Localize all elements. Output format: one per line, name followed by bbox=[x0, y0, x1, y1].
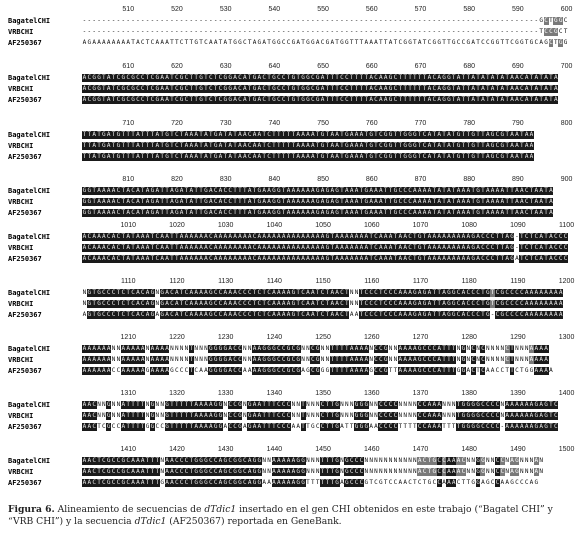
sequence-residues: TTATGATGTTTATTTATGTCTAAATATGATATAACAATCTTTTTAAAATGTAATGAAATGTCGGTTGGGTCATATATGTTGTTAGCGTAATAA bbox=[82, 131, 534, 138]
position-tick: 1410 bbox=[120, 446, 137, 453]
position-tick: 830 bbox=[219, 176, 232, 183]
alignment-block bbox=[0, 390, 579, 434]
position-tick: 1160 bbox=[364, 278, 380, 285]
position-tick: 1470 bbox=[412, 446, 429, 453]
position-tick: 760 bbox=[365, 120, 378, 127]
sequence-row bbox=[0, 255, 579, 263]
alignment-block bbox=[0, 334, 579, 378]
caption-italic-1: dTdic1 bbox=[204, 504, 237, 515]
position-tick: 510 bbox=[122, 6, 135, 13]
sequence-residues: ACGGTATCGCGCCTCGAATCGCTTGTCTCGGACATGACTGCCTGTGGCGATTTCCTTTTACAAGCTTTTTTACAGGTATTATATATATAACATATATA bbox=[82, 74, 558, 81]
sequence-residues: ----------------------------------------------------------------------------------------------GCTGGC bbox=[82, 17, 568, 24]
sequence-residues: ----------------------------------------------------------------------------------------------TCCGCT bbox=[82, 28, 568, 35]
sequence-residues: AACNNGNNATTTTNGNNGTTTTTAAAAGGNCCGNGAATTTCCCNNTNNNCTTGNNNGGGNNCCCCNNNNCCAAANNNTGGGGCCCCNAAAAAAGAGTC bbox=[82, 401, 558, 408]
position-tick: 1430 bbox=[217, 446, 234, 453]
sequence-name: AF250367 bbox=[8, 479, 42, 487]
position-tick: 660 bbox=[365, 63, 378, 70]
position-tick: 560 bbox=[365, 6, 378, 13]
position-tick: 700 bbox=[560, 63, 573, 70]
position-tick: 810 bbox=[122, 176, 135, 183]
sequence-residues: TTATGATGTTTATTTATGTCTAAATATGATATAACAATCTTTTTAAAATGTAATGAAATGTCGGTTGGGTCATATATGTTGTTAGCGTAATAA bbox=[82, 153, 534, 160]
position-tick: 1140 bbox=[266, 278, 282, 285]
position-tick: 1270 bbox=[412, 334, 429, 341]
sequence-name: BagatelCHI bbox=[8, 233, 51, 241]
position-ruler bbox=[0, 390, 579, 399]
position-tick: 1340 bbox=[266, 390, 283, 397]
sequence-row bbox=[0, 468, 579, 476]
caption-text-1: Alineamiento de secuencias de bbox=[54, 504, 205, 515]
position-tick: 1040 bbox=[266, 222, 283, 229]
sequence-name: VRBCHI bbox=[8, 356, 34, 364]
sequence-name: VRBCHI bbox=[8, 468, 34, 476]
position-tick: 1080 bbox=[461, 222, 477, 229]
sequence-row bbox=[0, 85, 579, 93]
sequence-residues: AACTCGCCGCAAATTTGAACCCTGGGCCAGCGGCAGGAAAAAAAGGTTTTTTGAGCCCGTCGTCCAACTCTGCCAAACTTGGAGCCAAGCCCAG bbox=[82, 479, 539, 486]
position-tick: 890 bbox=[512, 176, 524, 183]
sequence-row bbox=[0, 39, 579, 47]
sequence-row bbox=[0, 198, 579, 206]
sequence-row bbox=[0, 74, 579, 82]
sequence-residues: AACNNGNNATTTTNGNNGTTTTTAAAAGGNCCGNGAATTTCCCNNTNNNCTTGNNNGGGNNCCCCNNNNCCAAANNNTGGGGCCCCNAAAAAAGAGTC bbox=[82, 412, 558, 419]
sequence-name: BagatelCHI bbox=[8, 131, 51, 139]
position-tick: 850 bbox=[317, 176, 329, 183]
sequence-row bbox=[0, 209, 579, 217]
position-tick: 800 bbox=[560, 120, 573, 127]
sequence-residues: ACAAACACTATAAATCAATTAAAAAACAAAAAAAACAAAAAAAAAAAAAAGTAAAAAAATCAAATAACTGTAAAAAAAAAGACCCTTAG-TCTCATACCC bbox=[82, 233, 568, 240]
position-tick: 1400 bbox=[558, 390, 575, 397]
sequence-name: VRBCHI bbox=[8, 412, 34, 420]
sequence-name: VRBCHI bbox=[8, 244, 34, 252]
sequence-name: VRBCHI bbox=[8, 142, 34, 150]
position-tick: 730 bbox=[219, 120, 232, 127]
position-tick: 540 bbox=[268, 6, 281, 13]
sequence-name: BagatelCHI bbox=[8, 345, 51, 353]
sequence-residues: AAAAAANNAAAAANAAAANNNNTNNNGGGGACCNNAAGGGCCGCGNNCGNNTTTTAAAANCCGNNAAAAGCCCATTTNGNCNCNNNNCTNNNAAAA bbox=[82, 345, 548, 352]
position-tick: 1390 bbox=[510, 390, 526, 397]
alignment-block bbox=[0, 63, 579, 107]
sequence-residues: TTATGATGTTTATTTATGTCTAAATATGATATAACAATCTTTTTAAAATGTAATGAAATGTCGGTTGGGTCATATATGTTGTTAGCGTAATAA bbox=[82, 142, 534, 149]
position-tick: 1190 bbox=[510, 278, 526, 285]
position-tick: 1240 bbox=[266, 334, 283, 341]
sequence-residues: ACAAACACTATAAATCAATTAAAAAACAAAAAAAACAAAAAAAAAAAAAAGTAAAAAAATCAAATAACTGTAAAAAAAAAGACCCTTAG-TCTCATACCC bbox=[82, 244, 568, 251]
figure-caption bbox=[8, 504, 573, 528]
position-ruler bbox=[0, 176, 579, 185]
sequence-name: AF250367 bbox=[8, 39, 42, 47]
sequence-name: VRBCHI bbox=[8, 198, 34, 206]
sequence-name: VRBCHI bbox=[8, 300, 34, 308]
position-tick: 690 bbox=[512, 63, 524, 70]
sequence-residues: AACTCGCCATTTTGGCCGTTTTTAAAAGGACCGAGAATTTCCCAATTGCCTTGATTGGGAACCCCTTTTCCAAATTTTGGGGCCCC-AAAAAAGAGTC bbox=[82, 423, 558, 430]
sequence-name: AF250367 bbox=[8, 255, 42, 263]
position-tick: 1300 bbox=[558, 334, 575, 341]
sequence-residues: NGTGCCCTCTCACAGNGACATCAAAAGCCAAACCCTCTCAAAAGTCAATCTAACTNNTCCCTCCCAAAGAGATTAGGCACCCTGTCGCCCCAAAAAAAA bbox=[82, 289, 563, 296]
sequence-row bbox=[0, 142, 579, 150]
sequence-row bbox=[0, 17, 579, 25]
position-tick: 1320 bbox=[169, 390, 185, 397]
position-tick: 520 bbox=[171, 6, 183, 13]
sequence-row bbox=[0, 356, 579, 364]
position-tick: 1170 bbox=[412, 278, 428, 285]
position-tick: 840 bbox=[268, 176, 281, 183]
position-tick: 1100 bbox=[559, 222, 575, 229]
position-tick: 650 bbox=[317, 63, 329, 70]
position-tick: 1120 bbox=[169, 278, 185, 285]
sequence-row bbox=[0, 401, 579, 409]
position-tick: 1230 bbox=[217, 334, 234, 341]
sequence-row bbox=[0, 479, 579, 487]
sequence-name: VRBCHI bbox=[8, 85, 34, 93]
position-tick: 1110 bbox=[120, 278, 136, 285]
position-tick: 1010 bbox=[120, 222, 137, 229]
position-tick: 870 bbox=[414, 176, 427, 183]
sequence-row bbox=[0, 289, 579, 297]
sequence-name: AF250367 bbox=[8, 311, 42, 319]
figure-label: Figura 6. bbox=[8, 504, 55, 515]
position-ruler bbox=[0, 120, 579, 129]
position-tick: 1450 bbox=[315, 446, 331, 453]
position-ruler bbox=[0, 446, 579, 455]
sequence-residues: ACGGTATCGCGCCTCGAATCGCTTGTCTCGGACATGACTGCCTGTGGCGATTTCCTTTTACAAGCTTTTTTACAGGTATTATATATATAACATATATA bbox=[82, 85, 558, 92]
sequence-residues: GGTAAAACTACATAGATTAGATATTGACACCTTTATGAAGGTAAAAAAGAGAGTAAATGAAATTGCCCAAAATATATAAATGTAAAATTAACTAATA bbox=[82, 198, 553, 205]
position-tick: 1480 bbox=[461, 446, 477, 453]
sequence-residues: AAAAAANNAAAAANAAAANNNNTNNNGGGGACCNNAAGGGCCGCGNNCGNNTTTTAAAANCCGNNAAAAGCCCATTTNGNCNCNNNNCTNNNAAAA bbox=[82, 356, 548, 363]
position-ruler bbox=[0, 278, 579, 287]
position-tick: 710 bbox=[122, 120, 135, 127]
sequence-name: AF250367 bbox=[8, 423, 42, 431]
position-tick: 1290 bbox=[510, 334, 526, 341]
position-tick: 1030 bbox=[217, 222, 234, 229]
position-tick: 1280 bbox=[461, 334, 477, 341]
sequence-row bbox=[0, 311, 579, 319]
sequence-name: BagatelCHI bbox=[8, 289, 51, 297]
sequence-name: AF250367 bbox=[8, 153, 42, 161]
sequence-row bbox=[0, 96, 579, 104]
position-tick: 1050 bbox=[315, 222, 331, 229]
sequence-name: VRBCHI bbox=[8, 28, 34, 36]
position-tick: 590 bbox=[512, 6, 524, 13]
position-tick: 1060 bbox=[363, 222, 380, 229]
position-tick: 530 bbox=[219, 6, 232, 13]
sequence-row bbox=[0, 153, 579, 161]
caption-italic-2: dTdic1 bbox=[134, 516, 167, 527]
position-tick: 1220 bbox=[169, 334, 185, 341]
position-tick: 640 bbox=[268, 63, 281, 70]
position-tick: 600 bbox=[560, 6, 573, 13]
position-tick: 770 bbox=[414, 120, 427, 127]
sequence-residues: AAAAAACCAAAAAGAAAAGCCCTCAAGGGGACCAAAAGGGCCGCGAGCGGGTTTTAAAAGCCGTTAAAAGCCCATTTGGACTCAACCTTCTGGAAAA bbox=[82, 367, 553, 374]
sequence-name: AF250367 bbox=[8, 209, 42, 217]
position-tick: 1330 bbox=[217, 390, 234, 397]
position-tick: 610 bbox=[122, 63, 135, 70]
position-tick: 580 bbox=[463, 6, 475, 13]
sequence-name: AF250367 bbox=[8, 367, 42, 375]
sequence-residues: GGTAAAACTACATAGATTAGATATTGACACCTTTATGAAGGTAAAAAAGAGAGTAAATGAAATTGCCCAAAATATATAAATGTAAAATTAACTAATA bbox=[82, 209, 553, 216]
position-tick: 1460 bbox=[363, 446, 380, 453]
sequence-residues: AGAAAAAAAATACTCAAATTCTTGTCAATATGGCTAGATGGCCGATGGACGATGGTTTAAATTATCGGTATCGGTTGCCGATCCGGTTCGGTGCAGCTGG bbox=[82, 39, 568, 46]
position-tick: 1020 bbox=[169, 222, 185, 229]
position-tick: 1420 bbox=[169, 446, 185, 453]
position-tick: 1490 bbox=[510, 446, 526, 453]
alignment-block bbox=[0, 278, 579, 322]
sequence-residues: ACGGTATCGCGCCTCGAATCGCTTGTCTCGGACATGACTGCCTGTGGCGATTTCCTTTTACAAGCTTTTTTACAGGTATTATATATATAACATATATA bbox=[82, 96, 558, 103]
sequence-row bbox=[0, 28, 579, 36]
sequence-name: BagatelCHI bbox=[8, 457, 51, 465]
sequence-row bbox=[0, 412, 579, 420]
sequence-row bbox=[0, 131, 579, 139]
position-tick: 1200 bbox=[558, 278, 575, 285]
sequence-residues: GGTAAAACTACATAGATTAGATATTGACACCTTTATGAAGGTAAAAAAGAGAGTAAATGAAATTGCCCAAAATATATAAATGTAAAATTAACTAATA bbox=[82, 187, 553, 194]
sequence-row bbox=[0, 457, 579, 465]
sequence-row bbox=[0, 367, 579, 375]
position-tick: 1150 bbox=[315, 278, 331, 285]
position-tick: 750 bbox=[317, 120, 329, 127]
position-tick: 740 bbox=[268, 120, 281, 127]
position-tick: 860 bbox=[365, 176, 378, 183]
sequence-residues: AACTCGCCGCAAATTTNAACCCTGGGCCAGCGGCAGGNNAAAAAGGNNNTTTGNGCCCNNNNNNNNNNNACTGCCAAACNNGGNNCCNAGNNNAN bbox=[82, 468, 544, 475]
sequence-row bbox=[0, 300, 579, 308]
position-tick: 720 bbox=[171, 120, 183, 127]
alignment-block bbox=[0, 176, 579, 220]
position-tick: 790 bbox=[512, 120, 524, 127]
sequence-row bbox=[0, 345, 579, 353]
position-ruler bbox=[0, 222, 579, 231]
sequence-name: BagatelCHI bbox=[8, 17, 51, 25]
position-tick: 1440 bbox=[266, 446, 283, 453]
sequence-residues: AGTGCCCTCTCACAGAGACATCAAAAGCCAAACCCTCTCAAAAGTCAATCTAACTAATCCCTCCCAAAGAGATTAGGCACCCTG-CGCCCCAAAAAAAA bbox=[82, 311, 563, 318]
position-tick: 1130 bbox=[218, 278, 234, 285]
position-tick: 1070 bbox=[412, 222, 429, 229]
alignment-block bbox=[0, 120, 579, 164]
caption-text-2: insertado en el gen CHI obtenidos en este trabajo (“Bagatel CHI” y “VRB CHI”) y la secuencia bbox=[8, 504, 553, 527]
caption-text-3: (AF250367) reportada en GeneBank. bbox=[166, 516, 342, 527]
sequence-row bbox=[0, 244, 579, 252]
position-tick: 880 bbox=[463, 176, 475, 183]
position-tick: 1260 bbox=[363, 334, 380, 341]
position-tick: 1090 bbox=[510, 222, 526, 229]
position-tick: 1350 bbox=[315, 390, 331, 397]
sequence-name: BagatelCHI bbox=[8, 74, 51, 82]
position-tick: 1500 bbox=[558, 446, 575, 453]
position-tick: 1370 bbox=[412, 390, 429, 397]
position-tick: 670 bbox=[414, 63, 427, 70]
sequence-residues: AACTCGCCGCAAATTTNAACCCTGGGCCAGCGGCAGGNNAAAAAGGNNNTTTGNGCCCNNNNNNNNNNNACTGCCAAACNNGGNNCCNAGNNNAN bbox=[82, 457, 544, 464]
sequence-row bbox=[0, 187, 579, 195]
position-tick: 630 bbox=[219, 63, 232, 70]
position-tick: 1360 bbox=[363, 390, 380, 397]
position-tick: 620 bbox=[171, 63, 183, 70]
sequence-row bbox=[0, 423, 579, 431]
position-tick: 780 bbox=[463, 120, 475, 127]
sequence-row bbox=[0, 233, 579, 241]
sequence-name: AF250367 bbox=[8, 96, 42, 104]
position-tick: 680 bbox=[463, 63, 475, 70]
position-ruler bbox=[0, 63, 579, 72]
alignment-block bbox=[0, 6, 579, 50]
position-tick: 1380 bbox=[461, 390, 477, 397]
sequence-residues: NGTGCCCTCTCACAGNGACATCAAAAGCCAAACCCTCTCAAAAGTCAATCTAACTNNTCCCTCCCAAAGAGATTAGGCACCCTGTCGCCCCAAAAAAAA bbox=[82, 300, 563, 307]
position-tick: 1180 bbox=[461, 278, 477, 285]
sequence-name: BagatelCHI bbox=[8, 401, 51, 409]
position-tick: 1250 bbox=[315, 334, 331, 341]
sequence-name: BagatelCHI bbox=[8, 187, 51, 195]
alignment-block bbox=[0, 446, 579, 490]
position-tick: 820 bbox=[171, 176, 183, 183]
position-tick: 1310 bbox=[120, 390, 137, 397]
position-tick: 570 bbox=[414, 6, 427, 13]
sequence-residues: ACAAACACTATAAATCAATTAAAAAACAAAAAAAACAAAAAAAAAAAAAAGTAAAAAAATCAAATAACTGTAAAAAAAAAGACCCTTAGATCTCATACCC bbox=[82, 255, 568, 262]
position-ruler bbox=[0, 6, 579, 15]
alignment-block bbox=[0, 222, 579, 266]
position-tick: 550 bbox=[317, 6, 329, 13]
position-tick: 900 bbox=[560, 176, 573, 183]
position-tick: 1210 bbox=[120, 334, 137, 341]
position-ruler bbox=[0, 334, 579, 343]
